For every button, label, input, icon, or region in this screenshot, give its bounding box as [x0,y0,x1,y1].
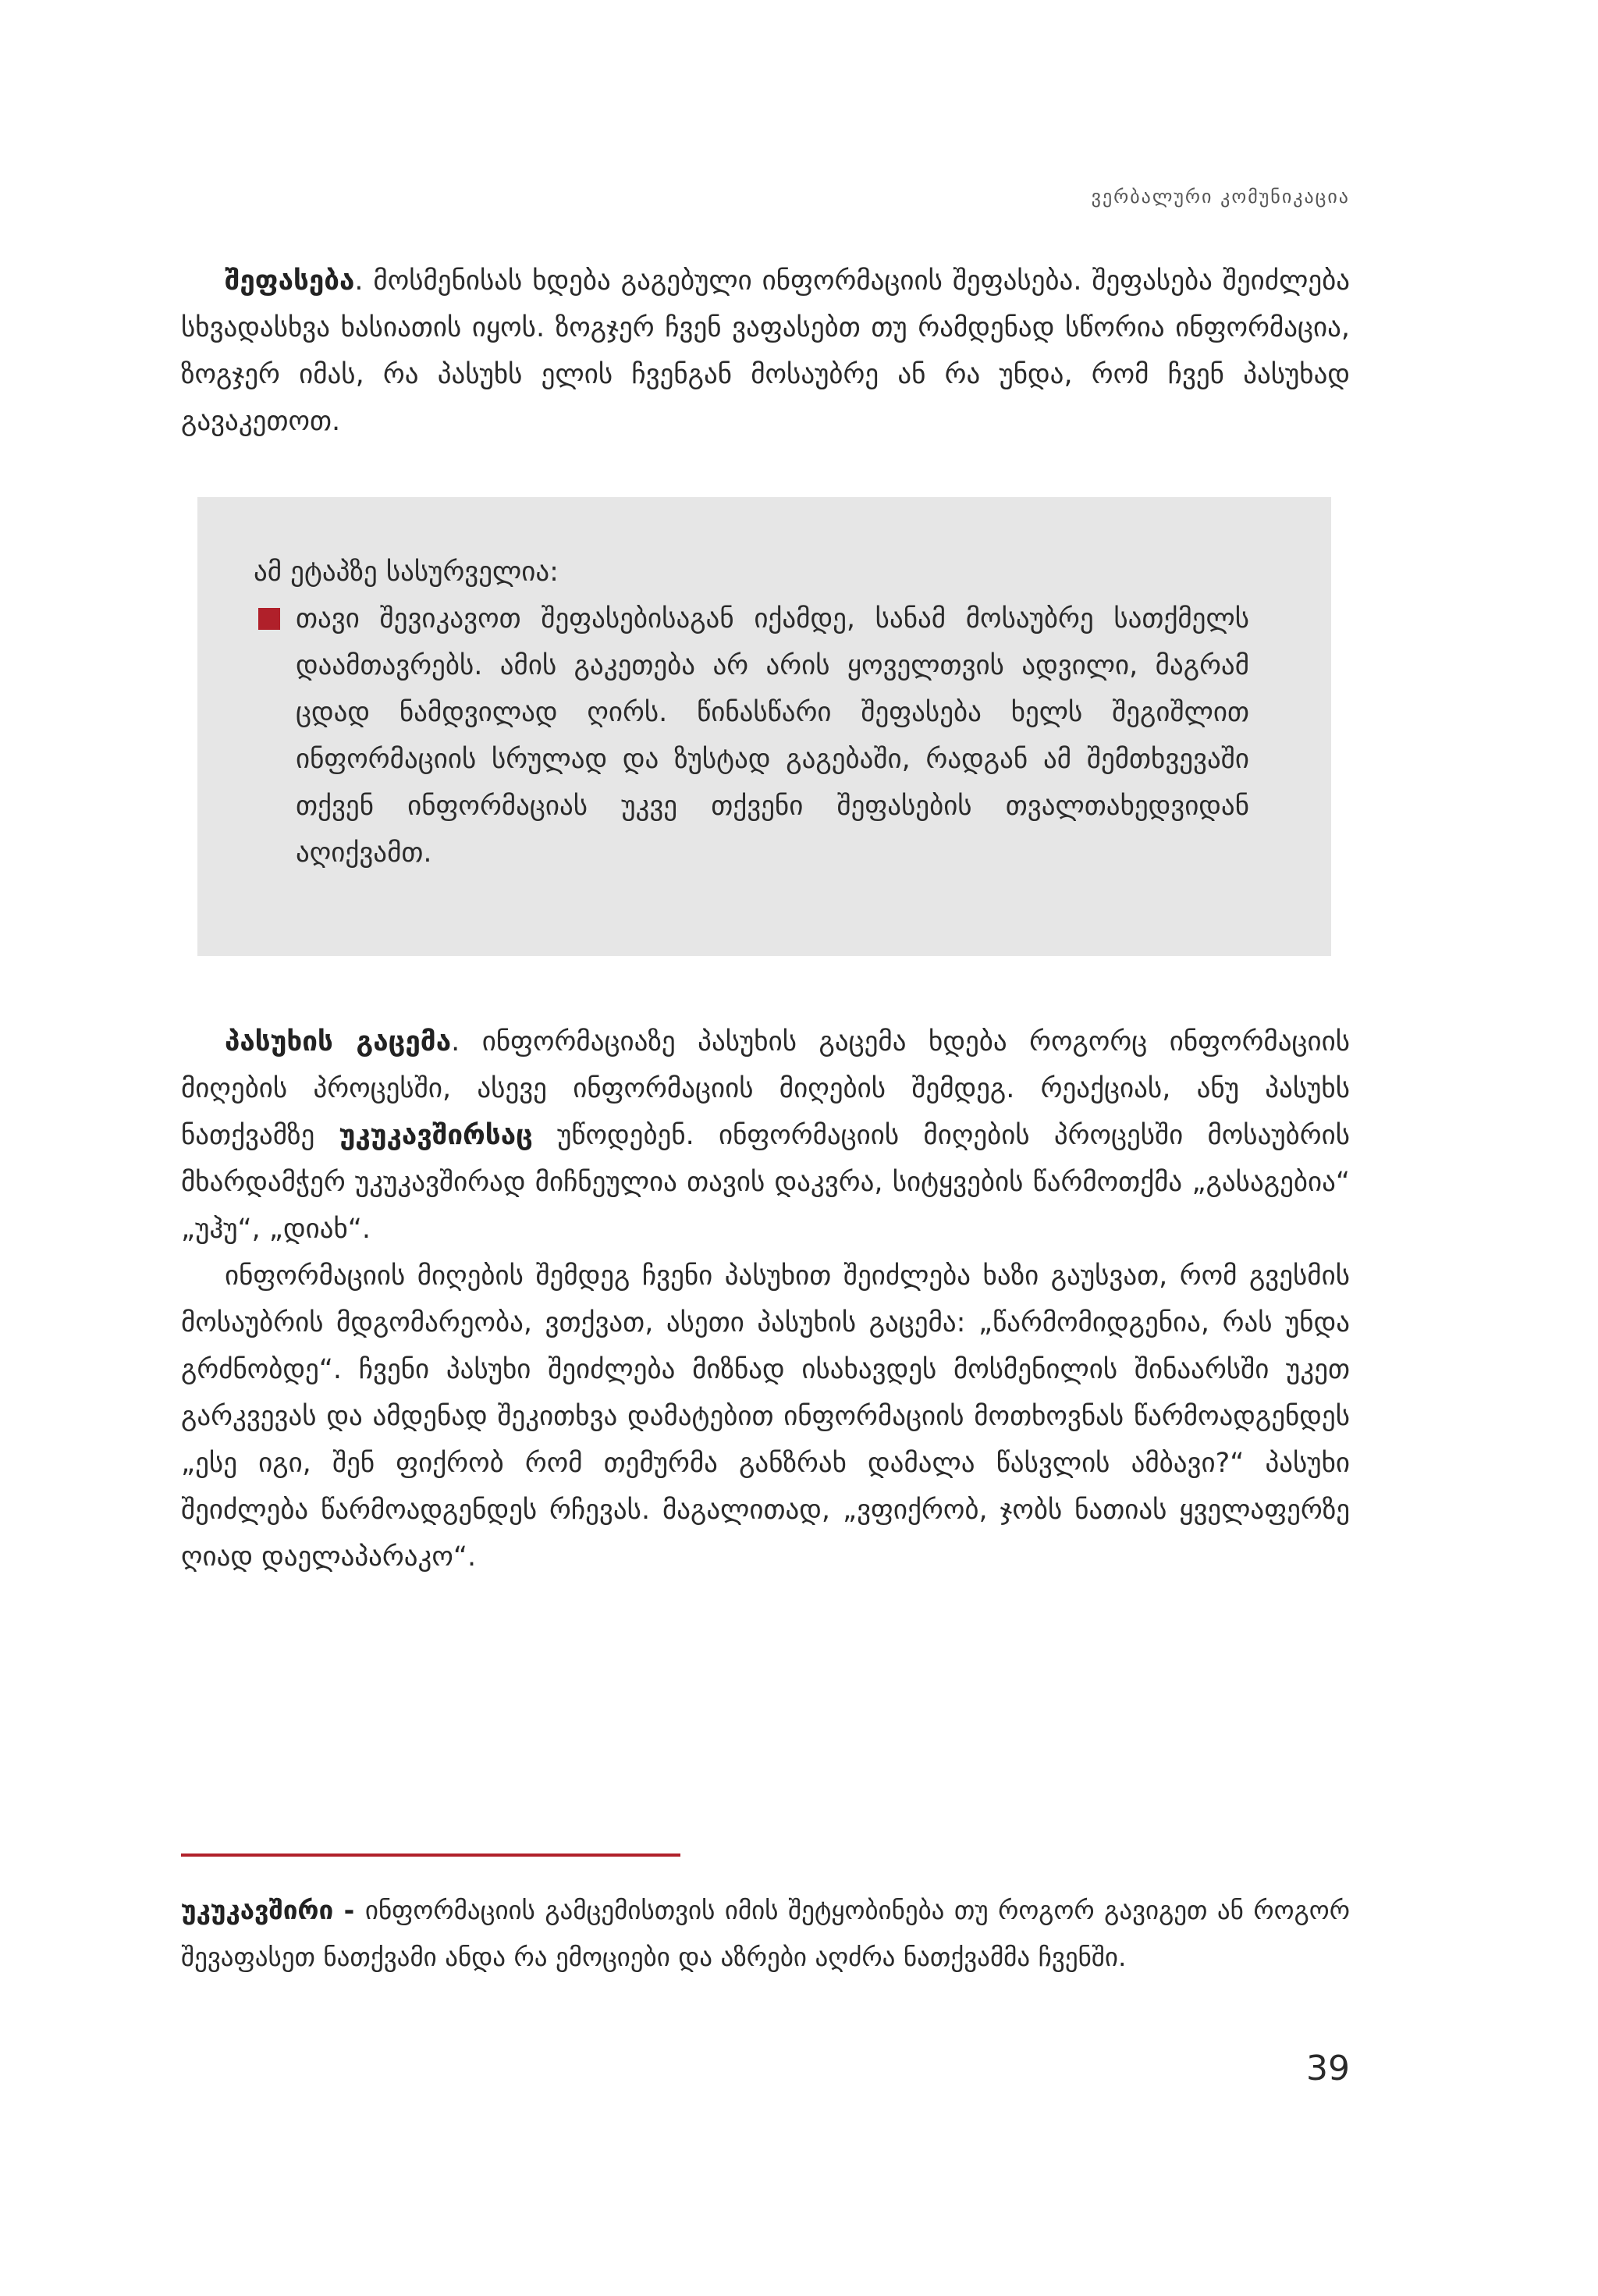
response-paragraph-1 [181,1018,1350,1253]
callout-intro: ამ ეტაპზე სასურველია: [254,556,559,588]
footnote-rule [181,1854,680,1857]
footnote [181,1887,1350,1981]
bullet-square-icon [258,608,280,630]
running-header: ვერბალური კომუნიკაცია [1091,186,1350,208]
recommendation-callout [197,497,1331,956]
evaluation-body: . მოსმენისას ხდება გაგებული ინფორმაციის შეფასება. შეფასება შეიძლება სხვადასხვა ხასიათის იყოს. ზოგჯერ ჩვენ ვაფასებთ თუ რამდენად სწორია ინფორმაცია, ზოგჯერ იმას, რა პასუხს ელის ჩვენგან მოსაუბრე ან რა უნდა, რომ ჩვენ პასუხად გავაკეთოთ. [181,265,1350,437]
response-lead-term: პასუხის გაცემა [225,1026,452,1057]
evaluation-lead-term: შეფასება [225,265,355,297]
feedback-term: უკუკავშირსაც [339,1120,533,1151]
section-response [181,1018,1350,1580]
evaluation-paragraph [181,258,1350,445]
footnote-term: უკუკავშირი - [181,1895,365,1925]
callout-bullet-text: თავი შევიკავოთ შეფასებისაგან იქამდე, სანამ მოსაუბრე სათქმელს დაამთავრებს. ამის გაკეთება არ არის ყოველთვის ადვილი, მაგრამ ცდად ნამდვილად ღირს. წინასწარი შეფასება ხელს შეგიშლით ინფორმაციის სრულად და ზუსტად გაგებაში, რადგან ამ შემთხვევაში თქვენ ინფორმაციას უკვე თქვენი შეფასების თვალთახედვიდან აღიქვამთ. [296,603,1249,869]
section-evaluation [181,258,1350,445]
page-number: 39 [1306,2049,1350,2088]
response-body-part1: . ინფორმაციაზე პასუხის გაცემა ხდება როგორც ინფორმაციის მიღების პროცესში, ასევე ინფორმაციის მიღების შემდეგ. რეაქციას, ანუ პასუხს ნათქვამზე [181,1026,1350,1151]
response-paragraph-2: ინფორმაციის მიღების შემდეგ ჩვენი პასუხით შეიძლება ხაზი გაუსვათ, რომ გვესმის მოსაუბრის მდგომარეობა, ვთქვათ, ასეთი პასუხის გაცემა: „წარმომიდგენია, რას უნდა გრძნობდე“. ჩვენი პასუხი შეიძლება მიზნად ისახავდეს მოსმენილის შინაარსში უკეთ გარკვევას და ამდენად შეკითხვა დამატებით ინფორმაციის მოთხოვნას წარმოადგენდეს „ესე იგი, შენ ფიქრობ რომ თემურმა განზრახ დამალა წასვლის ამბავი?“ პასუხი შეიძლება წარმოადგენდეს რჩევას. მაგალითად, „ვფიქრობ, ჯობს ნათიას ყველაფერზე ღიად დაელაპარაკო“. [181,1260,1350,1573]
response-body-part2: უწოდებენ. ინფორმაციის მიღების პროცესში მოსაუბრის მხარდამჭერ უკუკავშირად მიჩნეულია თავის დაკვრა, სიტყვების წარმოთქმა „გასაგებია“ „უჰუ“, „დიახ“. [181,1120,1351,1245]
footnote-text: ინფორმაციის გამცემისთვის იმის შეტყობინება თუ როგორ გავიგეთ ან როგორ შევაფასეთ ნათქვამი ანდა რა ემოციები და აზრები აღძრა ნათქვამმა ჩვენში. [181,1895,1351,1972]
